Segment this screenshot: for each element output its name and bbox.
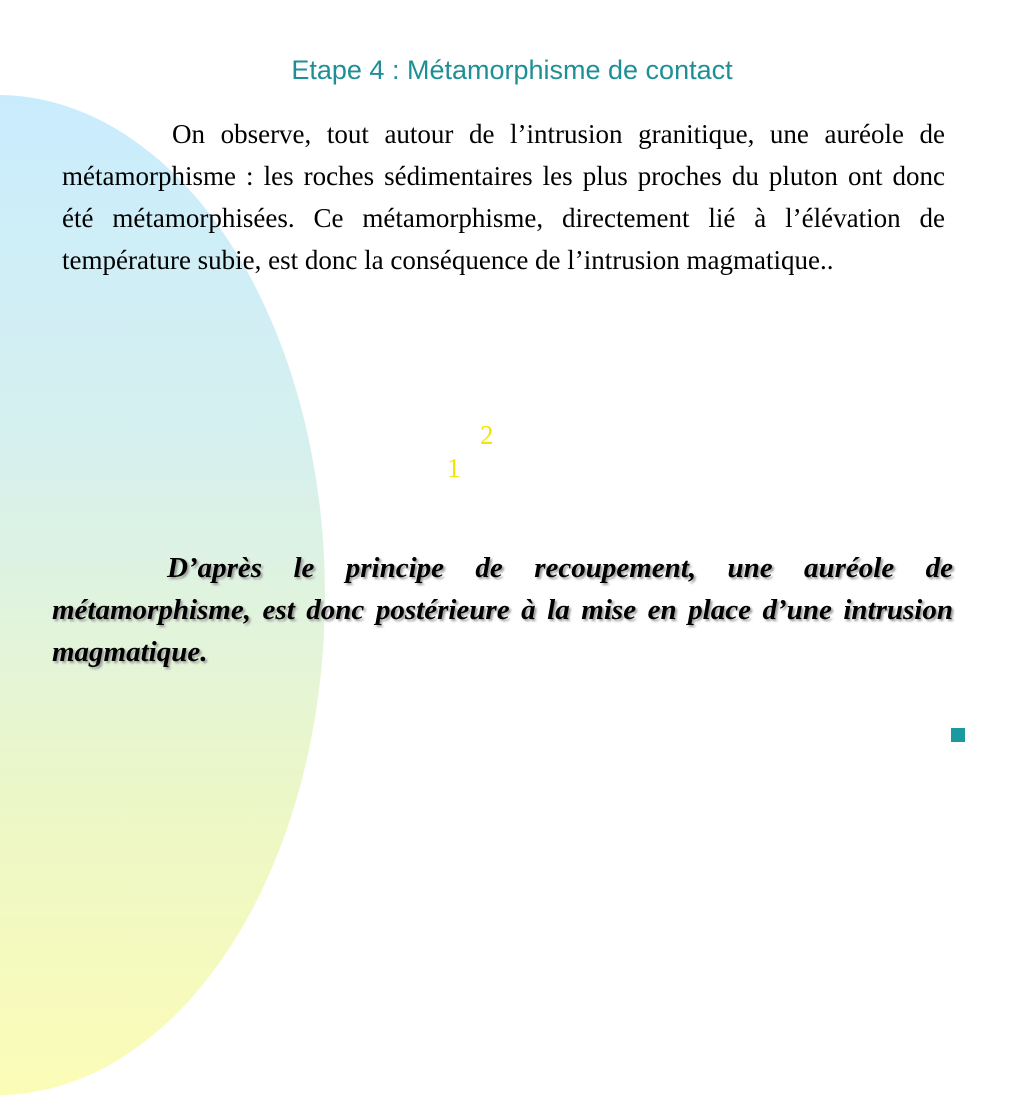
body-paragraph: On observe, tout autour de l’intrusion granitique, une auréole de métamorphisme : les roches sédimentaires les plus proches du pluton ont donc été métamorphisées. Ce métamorphisme, directement lié à l’élévation de température subie, est donc la conséquence de l’intrusion magmatique..	[62, 119, 945, 275]
nav-square-icon[interactable]	[951, 728, 965, 742]
label-number-1: 1	[447, 453, 461, 483]
slide-title: Etape 4 : Métamorphisme de contact	[291, 55, 733, 85]
label-number-2: 2	[480, 420, 494, 450]
conclusion-paragraph: D’après le principe de recoupement, une auréole de métamorphisme, est donc postérieure à la mise en place d’une intrusion magmatique.	[52, 552, 953, 668]
